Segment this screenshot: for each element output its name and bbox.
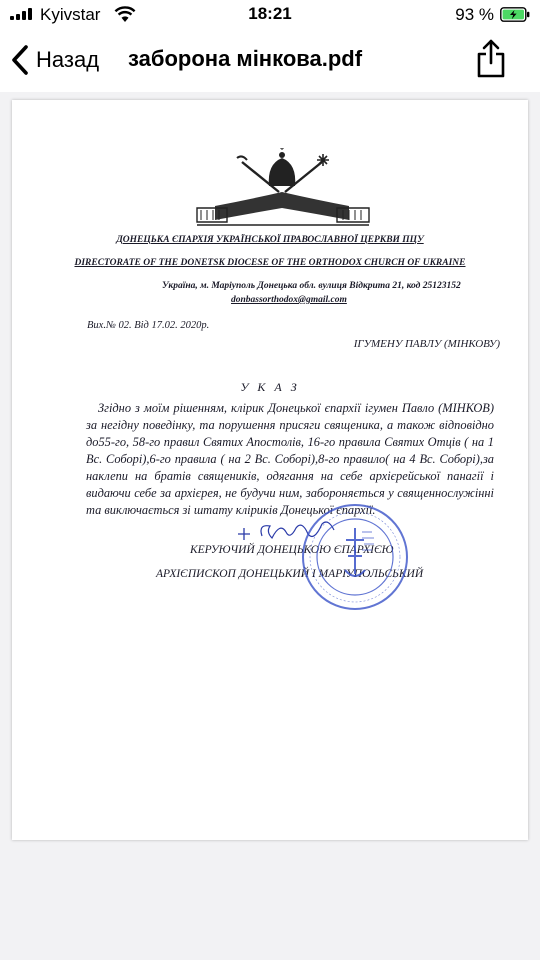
organization-name-ua: ДОНЕЦЬКА ЄПАРХІЯ УКРАЇНСЬКОЇ ПРАВОСЛАВНОЇ ЦЕРКВИ ПЦУ	[116, 235, 424, 245]
document-reference: Вих.№ 02. Від 17.02. 2020р.	[87, 320, 210, 331]
organization-name-en: DIRECTORATE OF THE DONETSK DIOCESE OF THE ORTHODOX CHURCH OF UKRAINE	[74, 258, 466, 268]
battery-charging-icon	[500, 7, 530, 22]
signatory-title-1: КЕРУЮЧИЙ ДОНЕЦЬКОЮ ЄПАРХІЄЮ	[190, 544, 394, 556]
decree-title: У К А З	[240, 380, 300, 394]
navigation-bar	[0, 30, 540, 92]
battery-percentage: 93 %	[455, 5, 494, 24]
back-label: Назад	[36, 47, 100, 72]
decree-body: Згідно з моїм рішенням, клірик Донецької єпархії ігумен Павло (МІНКОВ) за негідну поведінку, та порушення присяги священика, а також відповідно до55-го, 58-го правил Святих Апостолів, 16-го правила Святих Отців ( на 1 Вс. Соборі),6-го правила ( на 2 Вс. Соборі),8-го правило( на 4 Вс. Соборі),за наклепи на братів священиків, одягання на себе архієрейської панагії і видаючи себе за архієрея, не будучи ним, забороняється у священнослужінні та виключається зі штату кліриків Донецької єпархії.	[86, 401, 494, 517]
clock: 18:21	[248, 4, 292, 23]
pdf-page	[12, 100, 528, 840]
back-button[interactable]	[10, 42, 99, 78]
diocese-emblem	[187, 148, 377, 230]
carrier-name: Kyivstar	[40, 5, 101, 24]
official-stamp	[300, 500, 410, 614]
addressee: ІГУМЕНУ ПАВЛУ (МІНКОВУ)	[353, 338, 500, 350]
signatory-title-2: АРХІЄПИСКОП ДОНЕЦЬКИЙ І МАРІУПОЛЬСЬКИЙ	[156, 568, 424, 580]
document-title: заборона мінкова.pdf	[128, 46, 363, 71]
status-bar	[0, 0, 540, 30]
chevron-left-icon	[10, 44, 30, 76]
organization-address: Україна, м. Маріуполь Донецька обл. вулиця Відкрита 21, код 25123152	[162, 281, 461, 291]
share-icon[interactable]	[476, 38, 506, 78]
pdf-viewer[interactable]	[0, 92, 540, 960]
organization-email[interactable]: donbassorthodox@gmail.com	[231, 295, 347, 305]
